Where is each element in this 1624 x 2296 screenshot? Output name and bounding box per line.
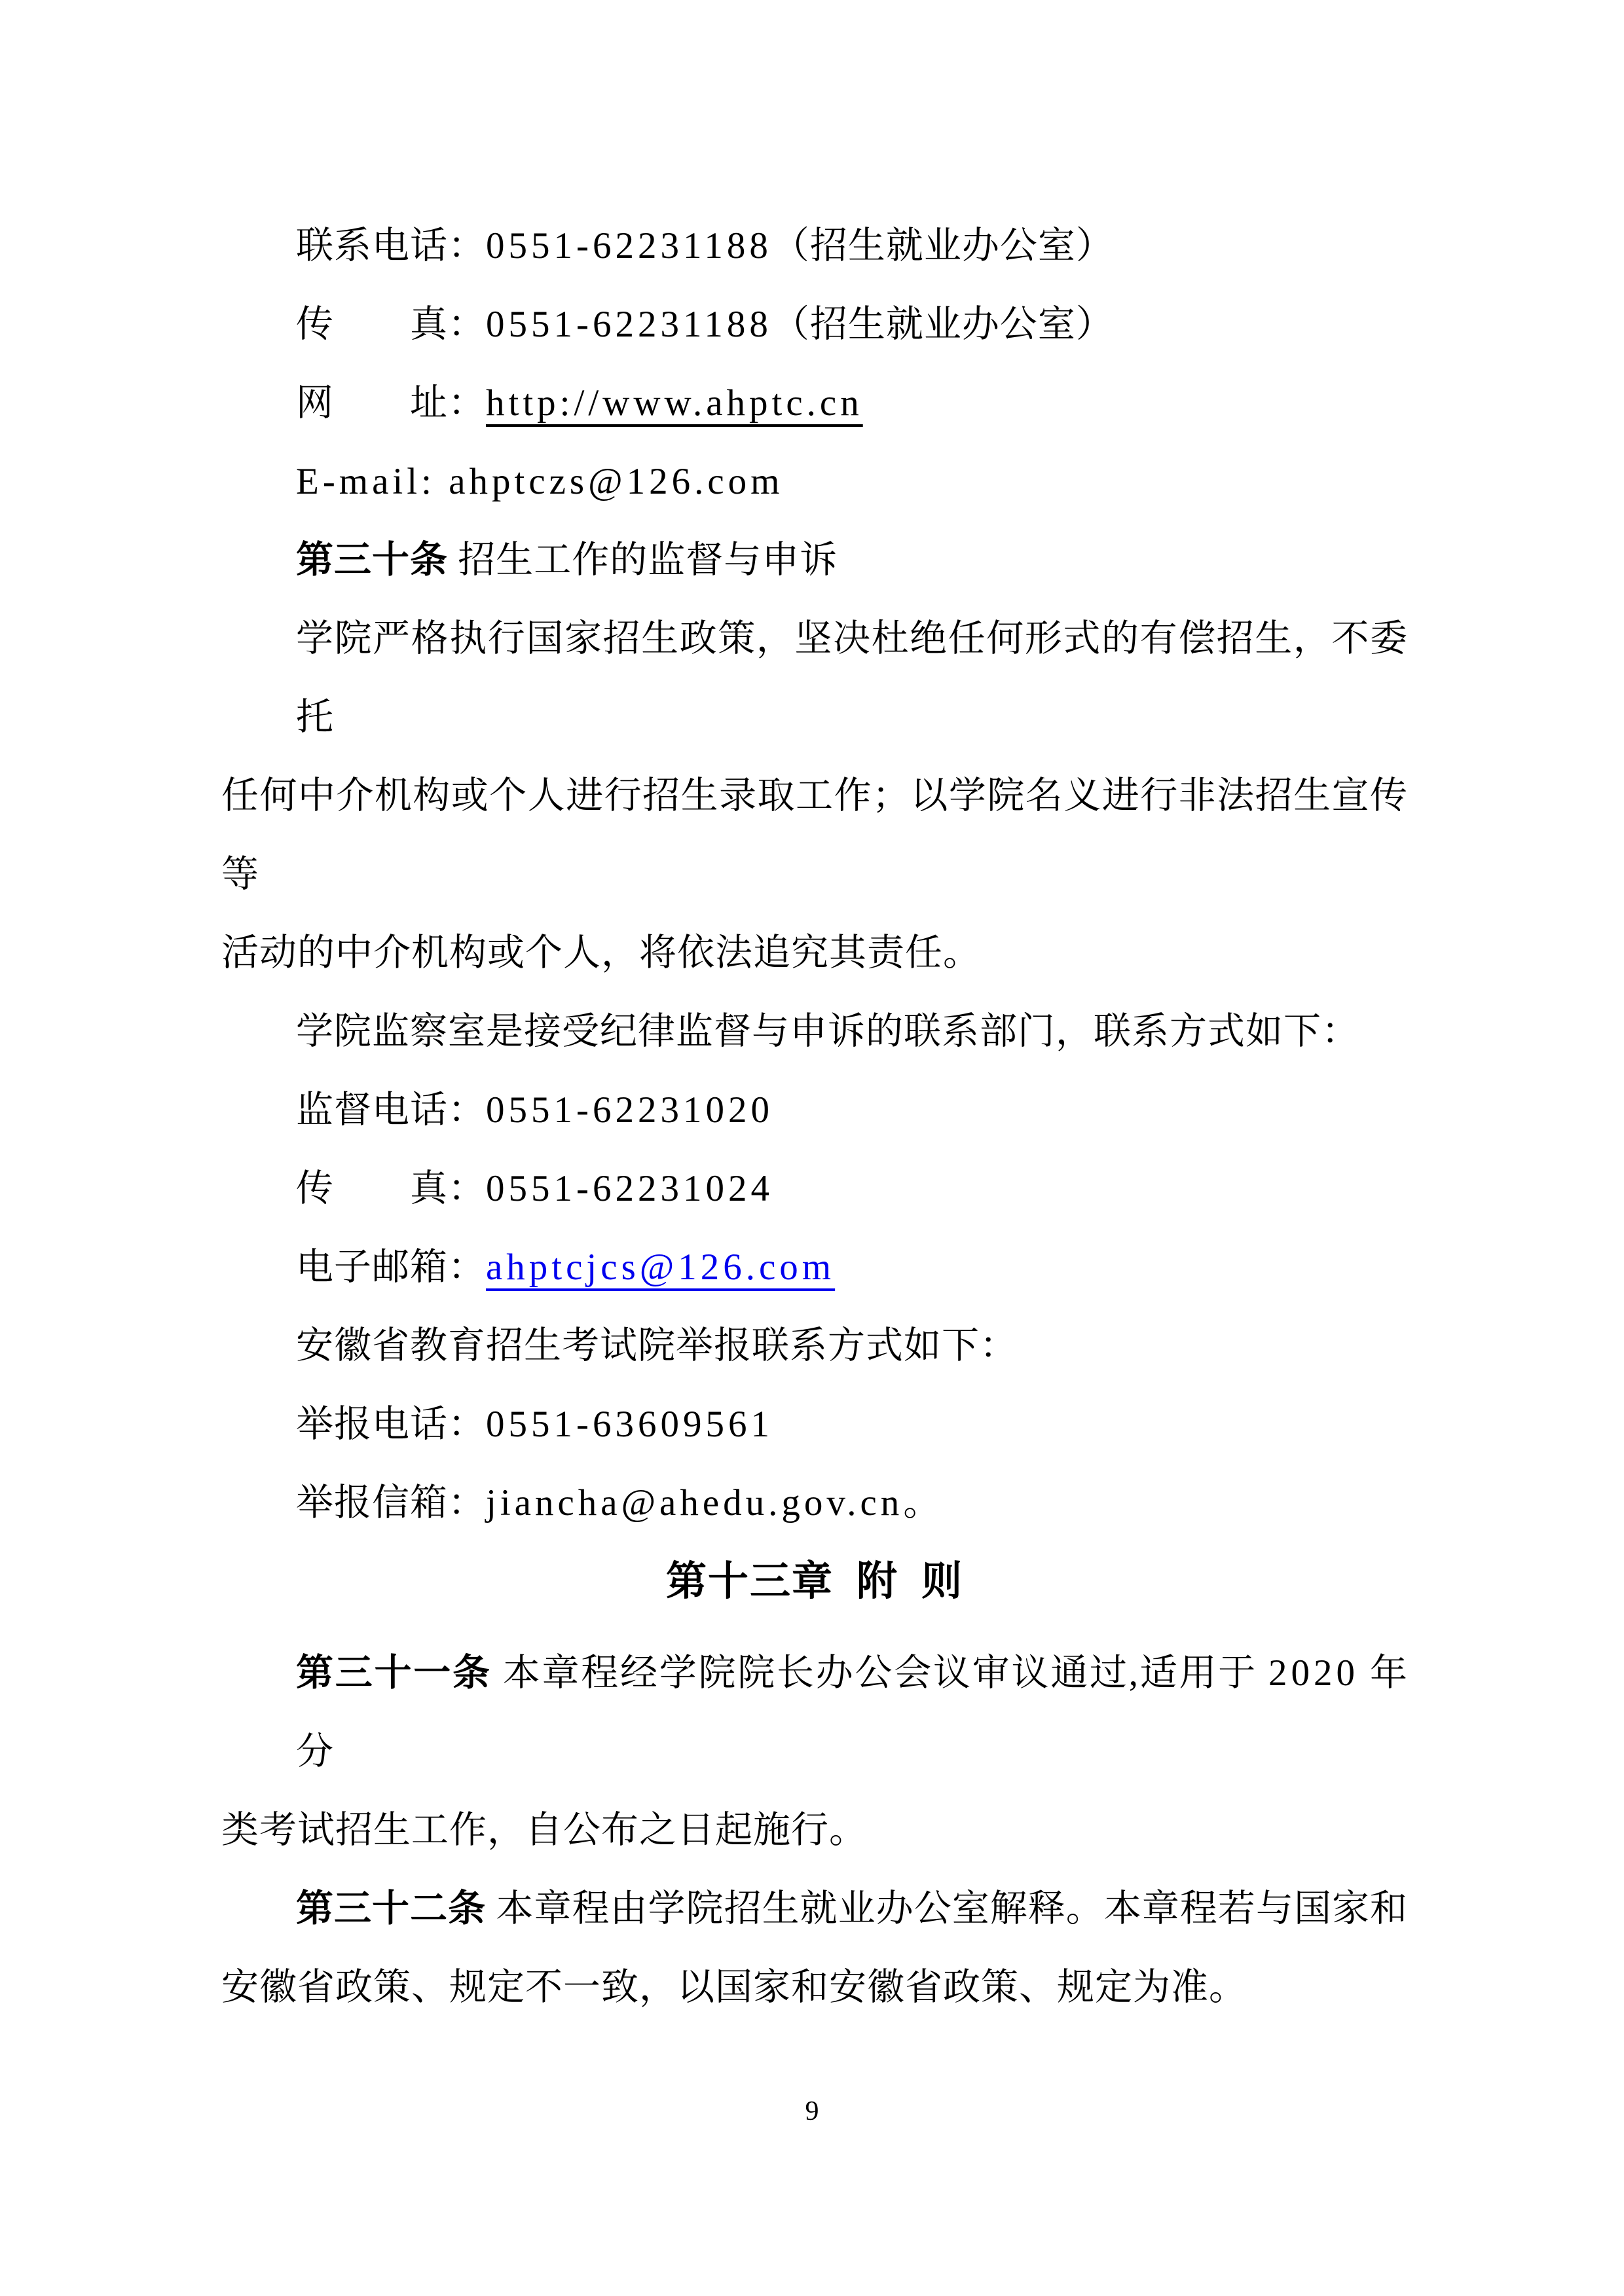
text-segment: 传 真： <box>296 1168 486 1209</box>
email-link[interactable]: ahptcjcs@126.com <box>486 1247 836 1288</box>
text-segment: 电子邮箱： <box>296 1247 486 1288</box>
text-segment: 举报电话： <box>296 1404 486 1445</box>
page-number: 9 <box>805 2096 819 2126</box>
text-line <box>221 1307 1408 1385</box>
text-segment: 任何中介机构或个人进行招生录取工作；以学院名义进行非法招生宣传等 <box>221 775 1408 895</box>
text-segment: 第十三章 附 则 <box>665 1559 963 1604</box>
text-segment: jiancha@ahedu.gov.cn <box>486 1482 904 1523</box>
text-segment: （招生就业办公室） <box>771 225 1114 266</box>
text-line <box>221 443 1408 521</box>
text-line <box>221 364 1408 443</box>
text-segment: 安徽省政策、规定不一致，以国家和安徽省政策、规定为准。 <box>221 1967 1247 2008</box>
text-segment: 0551-62231188 <box>486 304 772 345</box>
website-link[interactable]: http://www.ahptc.cn <box>486 382 863 424</box>
text-segment: 0551-62231024 <box>486 1168 773 1209</box>
text-segment: 第三十一条 <box>296 1652 492 1694</box>
text-segment: 监督电话： <box>296 1089 486 1131</box>
text-line <box>221 1634 1408 1791</box>
text-segment: E-mail: ahptczs@126.com <box>296 461 784 502</box>
text-line <box>221 1385 1408 1464</box>
chapter-heading <box>221 1542 1408 1621</box>
text-line <box>221 1150 1408 1228</box>
text-segment: 学院严格执行国家招生政策，坚决杜绝任何形式的有偿招生，不委托 <box>296 618 1408 738</box>
text-segment: 0551-62231020 <box>486 1089 773 1131</box>
text-segment: 第三十二条 <box>296 1888 487 1929</box>
text-line <box>221 757 1408 914</box>
text-segment: 招生工作的监督与申诉 <box>448 539 838 581</box>
text-segment: 第三十条 <box>296 539 448 581</box>
text-line <box>221 207 1408 285</box>
text-segment: 传 真： <box>296 304 486 345</box>
text-line <box>221 914 1408 993</box>
text-segment: 举报信箱： <box>296 1482 486 1523</box>
text-line <box>221 1071 1408 1150</box>
text-segment: 类考试招生工作，自公布之日起施行。 <box>221 1810 867 1851</box>
document-body <box>221 207 1408 2027</box>
text-line <box>221 285 1408 364</box>
text-segment: 本章程由学院招生就业办公室解释。本章程若与国家和 <box>486 1888 1409 1929</box>
text-segment: 网 址： <box>296 382 486 424</box>
text-segment: 2020 <box>1268 1652 1359 1694</box>
text-segment: （招生就业办公室） <box>771 304 1114 345</box>
text-segment: 学院监察室是接受纪律监督与申诉的联系部门，联系方式如下： <box>296 1011 1359 1052</box>
text-line <box>221 521 1408 600</box>
text-line <box>221 1228 1408 1307</box>
text-segment: 本章程经学院院长办公会议审议通过,适用于 <box>491 1652 1268 1694</box>
text-segment: 安徽省教育招生考试院举报联系方式如下： <box>296 1325 1018 1366</box>
text-segment: 0551-62231188 <box>486 225 772 266</box>
text-segment: 联系电话： <box>296 225 486 266</box>
text-line <box>221 993 1408 1071</box>
text-line <box>221 600 1408 757</box>
text-segment: 。 <box>903 1482 942 1523</box>
text-segment: 年分 <box>296 1652 1408 1772</box>
text-segment: 0551-63609561 <box>486 1404 773 1445</box>
text-segment: 活动的中介机构或个人，将依法追究其责任。 <box>221 932 981 974</box>
text-line <box>221 1948 1408 2027</box>
text-line <box>221 1870 1408 1948</box>
text-line <box>221 1464 1408 1542</box>
text-line <box>221 1791 1408 1870</box>
